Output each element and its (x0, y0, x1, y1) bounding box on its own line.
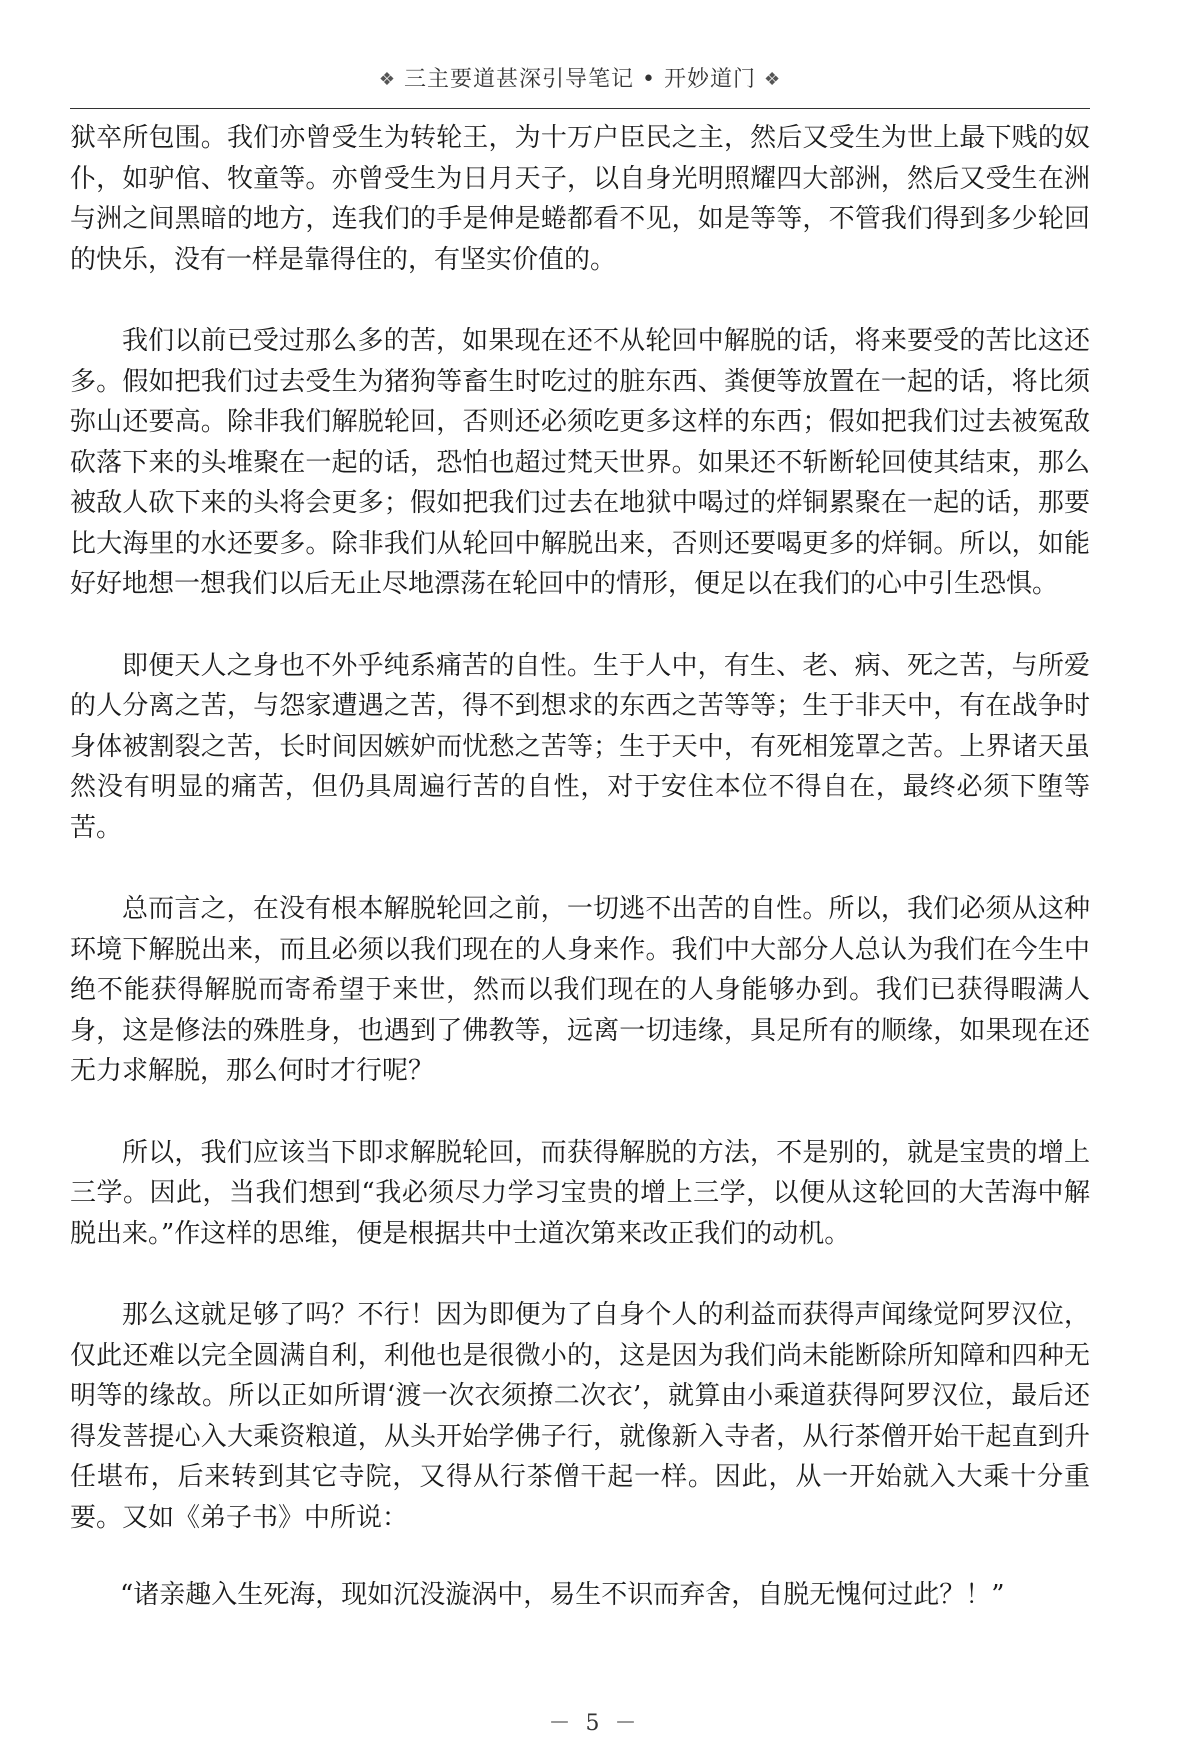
paragraph: 那么这就足够了吗？不行！因为即便为了自身个人的利益而获得声闻缘觉阿罗汉位，仅此还难以完全圆满自利，利他也是很微小的，这是因为我们尚未能断除所知障和四种无明等的缘故。所以正如所谓‘渡一次衣须撩二次衣’，就算由小乘道获得阿罗汉位，最后还得发菩提心入大乘资粮道，从头开始学佛子行，就像新入寺者，从行茶僧开始干起直到升任堪布，后来转到其它寺院，又得从行茶僧干起一样。因此，从一开始就入大乘十分重要。又如《弟子书》中所说： (70, 1300, 1090, 1533)
running-header (70, 62, 1090, 93)
paragraph: 我们以前已受过那么多的苦，如果现在还不从轮回中解脱的话，将来要受的苦比这还多。假如把我们过去受生为猪狗等畜生时吃过的脏东西、粪便等放置在一起的话，将比须弥山还要高。除非我们解脱轮回，否则还必须吃更多这样的东西；假如把我们过去被冤敌砍落下来的头堆聚在一起的话，恐怕也超过梵天世界。如果还不斩断轮回使其结束，那么被敌人砍下来的头将会更多；假如把我们过去在地狱中喝过的烊铜累聚在一起的话，那要比大海里的水还要多。除非我们从轮回中解脱出来，否则还要喝更多的烊铜。所以，如能好好地想一想我们以后无止尽地漂荡在轮回中的情形，便足以在我们的心中引生恐惧。 (70, 326, 1090, 599)
body-text (70, 118, 1090, 1657)
page-number: － 5 － (548, 1711, 641, 1736)
paragraph: 即便天人之身也不外乎纯系痛苦的自性。生于人中，有生、老、病、死之苦，与所爱的人分离之苦，与怨家遭遇之苦，得不到想求的东西之苦等等；生于非天中，有在战争时身体被割裂之苦，长时间因嫉妒而忧愁之苦等；生于天中，有死相笼罩之苦。上界诸天虽然没有明显的痛苦，但仍具周遍行苦的自性，对于安住本位不得自在，最终必须下堕等苦。 (70, 650, 1090, 843)
header-title: 三主要道甚深引导笔记 • 开妙道门 (404, 67, 756, 92)
header-rule (70, 108, 1090, 109)
paragraph: 总而言之，在没有根本解脱轮回之前，一切逃不出苦的自性。所以，我们必须从这种环境下解脱出来，而且必须以我们现在的人身来作。我们中大部分人总认为我们在今生中绝不能获得解脱而寄希望于来世，然而以我们现在的人身能够办到。我们已获得暇满人身，这是修法的殊胜身，也遇到了佛教等，远离一切违缘，具足所有的顺缘，如果现在还无力求解脱，那么何时才行呢？ (70, 894, 1090, 1086)
block-quote: “诸亲趣入生死海，现如沉没漩涡中，易生不识而弃舍，自脱无愧何过此？！” (120, 1580, 1005, 1610)
paragraph: 所以，我们应该当下即求解脱轮回，而获得解脱的方法，不是别的，就是宝贵的增上三学。因此，当我们想到“我必须尽力学习宝贵的增上三学，以便从这轮回的大苦海中解脱出来。”作这样的思维，便是根据共中士道次第来改正我们的动机。 (70, 1137, 1090, 1249)
diamond-ornament-icon: ❖ (378, 69, 397, 90)
paragraph: 狱卒所包围。我们亦曾受生为转轮王，为十万户臣民之主，然后又受生为世上最下贱的奴仆，如驴倌、牧童等。亦曾受生为日月天子，以自身光明照耀四大部洲，然后又受生在洲与洲之间黑暗的地方，连我们的手是伸是蜷都看不见，如是等等，不管我们得到多少轮回的快乐，没有一样是靠得住的，有坚实价值的。 (70, 123, 1090, 275)
diamond-ornament-icon: ❖ (763, 69, 782, 90)
